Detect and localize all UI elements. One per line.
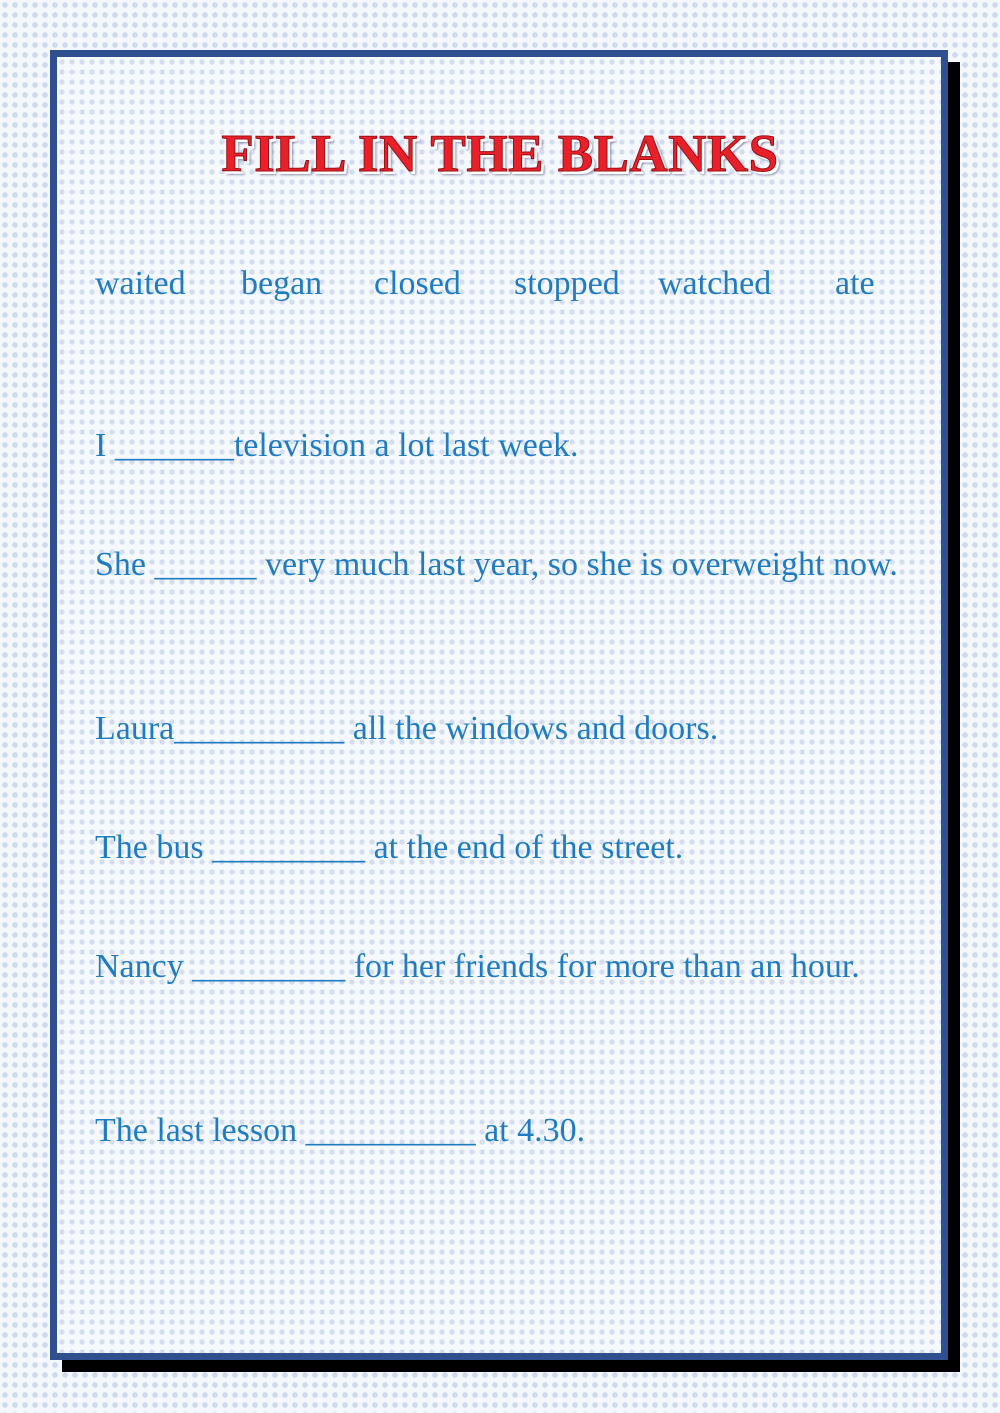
worksheet-frame xyxy=(50,50,948,1360)
word-bank-item: waited xyxy=(95,265,186,302)
sentence-1: I _______television a lot last week. xyxy=(95,427,579,464)
sentence-2: She ______ very much last year, so she is overweight now. xyxy=(95,546,898,583)
word-bank-item: closed xyxy=(374,265,461,302)
word-bank-item: ate xyxy=(835,265,875,302)
word-bank-item: stopped xyxy=(514,265,620,302)
sentence-5: Nancy _________ for her friends for more than an hour. xyxy=(95,948,860,985)
worksheet-title: FILL IN THE BLANKS xyxy=(221,125,779,183)
sentence-4: The bus _________ at the end of the street. xyxy=(95,829,684,866)
word-bank-item: began xyxy=(241,265,323,302)
sentence-3: Laura__________ all the windows and doors. xyxy=(95,710,719,747)
sentence-6: The last lesson __________ at 4.30. xyxy=(95,1112,586,1149)
word-bank-item: watched xyxy=(658,265,772,302)
